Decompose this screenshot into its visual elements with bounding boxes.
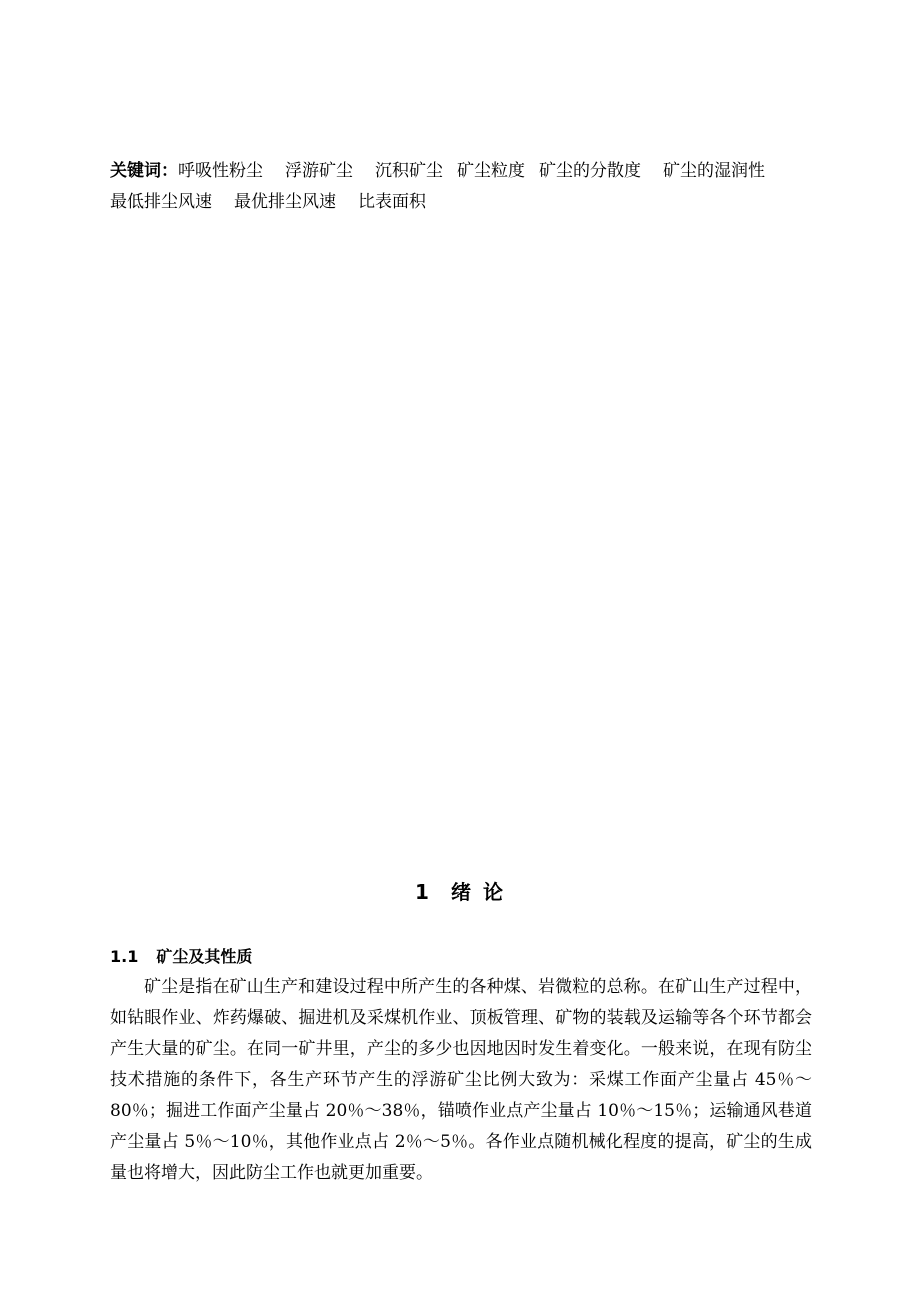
section-title: 矿尘及其性质 (156, 947, 253, 966)
keyword-item: 最优排尘风速 (234, 192, 336, 212)
keyword-item: 比表面积 (358, 192, 426, 212)
keyword-item: 浮游矿尘 (285, 161, 353, 181)
section-heading (110, 944, 252, 967)
keyword-item: 最低排尘风速 (110, 192, 212, 212)
keyword-item: 矿尘的湿润性 (663, 161, 765, 181)
body-paragraph: 矿尘是指在矿山生产和建设过程中所产生的各种煤、岩微粒的总称。在矿山生产过程中，如钻眼作业、炸药爆破、掘进机及采煤机作业、顶板管理、矿物的装载及运输等各个环节都会产生大量的矿尘。在同一矿井里，产尘的多少也因地因时发生着变化。一般来说，在现有防尘技术措施的条件下，各生产环节产生的浮游矿尘比例大致为：采煤工作面产尘量占 45％～80％；掘进工作面产尘量占 20％～38％，锚喷作业点产尘量占 10％～15％；运输通风巷道产尘量占 5％～10％，其他作业点占 2％～5％。各作业点随机械化程度的提高，矿尘的生成量也将增大，因此防尘工作也就更加重要。 (110, 977, 812, 1183)
keywords-label: 关键词： (110, 161, 178, 181)
chapter-title-part: 绪 (450, 880, 473, 904)
chapter-number: 1 (415, 880, 431, 904)
chapter-title-part: 论 (482, 880, 505, 904)
keyword-item: 矿尘粒度 (457, 161, 525, 181)
keyword-item: 沉积矿尘 (375, 161, 443, 181)
keyword-item: 呼吸性粉尘 (178, 161, 263, 181)
keyword-item: 矿尘的分散度 (539, 161, 641, 181)
chapter-title (0, 876, 920, 905)
keywords-block (110, 156, 812, 218)
section-number: 1.1 (110, 947, 139, 966)
